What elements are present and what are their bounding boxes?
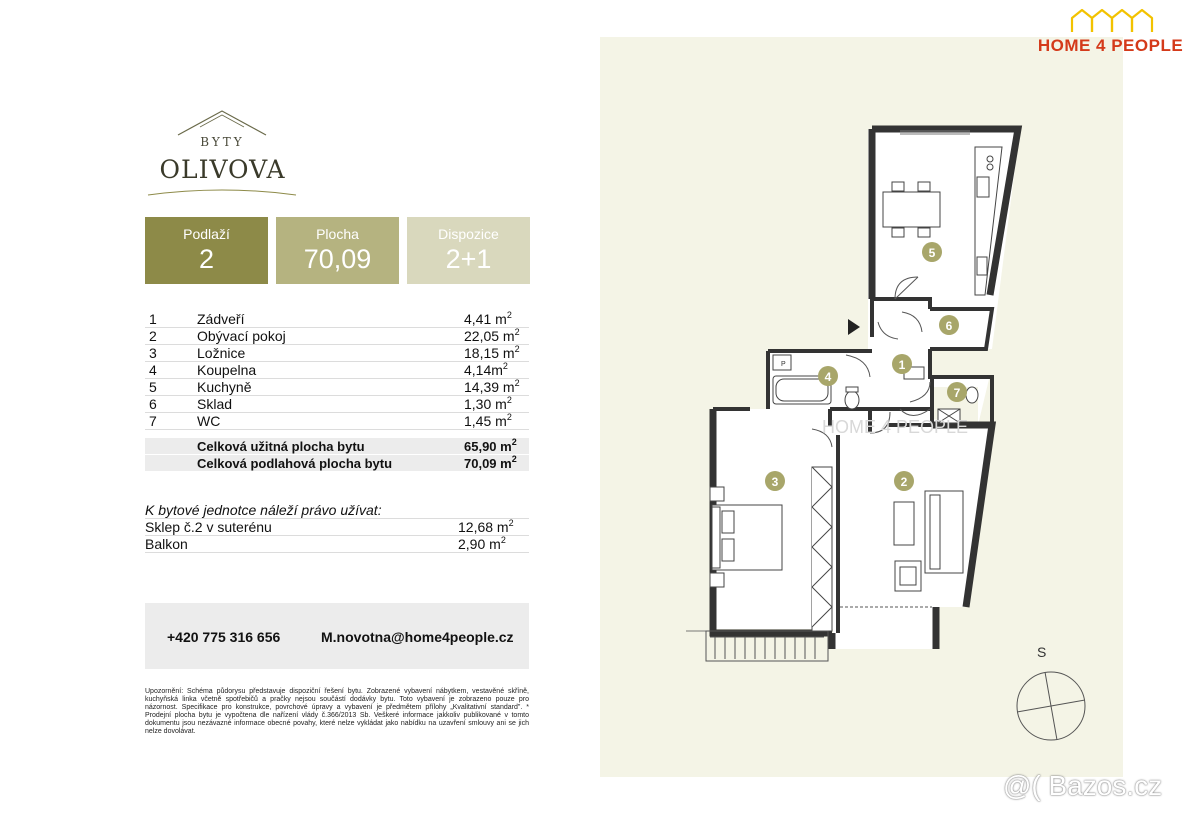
extra-area-unit-exponent: 2 [500, 535, 506, 545]
logo-line1: BYTY [200, 135, 245, 149]
room-area-value: 1,30 m [464, 396, 507, 412]
room-area [464, 345, 520, 362]
room-area-unit-exponent: 2 [514, 327, 520, 337]
room-area-unit-exponent: 2 [506, 412, 512, 422]
room-area-value: 1,45 m [464, 413, 507, 429]
extra-area [458, 536, 506, 553]
room-area [464, 328, 520, 345]
table-row [145, 519, 529, 536]
total-label: Celková podlahová plocha bytu [197, 456, 393, 471]
total-area [464, 455, 517, 472]
room-area-value: 18,15 m [464, 345, 515, 361]
total-area-unit-exponent: 2 [511, 437, 517, 447]
total-usable-area-row [145, 438, 529, 455]
table-row [145, 413, 529, 430]
room-name: Sklad [197, 396, 233, 412]
table-row [145, 328, 529, 345]
room-badge-7 [947, 382, 967, 402]
table-row [145, 362, 529, 379]
room-number: 2 [149, 328, 157, 344]
extra-area-unit-exponent: 2 [508, 518, 514, 528]
room-badge-6 [939, 315, 959, 335]
table-row [145, 311, 529, 328]
stat-layout-label: Dispozice [438, 226, 499, 242]
home4people-logo[interactable] [1028, 6, 1193, 58]
stat-area [276, 217, 399, 284]
room-badge-label: 5 [928, 246, 936, 260]
room-badge-4 [818, 366, 838, 386]
room-area-value: 14,39 m [464, 379, 515, 395]
room-name: Obývací pokoj [197, 328, 286, 344]
room-badge-label: 3 [771, 475, 779, 489]
plan-watermark: HOME 4 PEOPLE [822, 417, 969, 437]
room-area [464, 379, 520, 396]
brand-name: HOME 4 PEOPLE [1037, 36, 1184, 55]
room-area-value: 22,05 m [464, 328, 515, 344]
table-row [145, 536, 529, 553]
extras-table [145, 502, 529, 553]
stat-area-value: 70,09 [303, 244, 372, 274]
compass-north-label: S [1037, 644, 1047, 660]
byty-olivova-logo [140, 105, 305, 205]
stat-layout-value: 2+1 [445, 244, 492, 274]
room-badge-label: 1 [898, 358, 906, 372]
stat-floor-label: Podlaží [183, 226, 230, 242]
total-area [464, 438, 517, 455]
disclaimer-text: Upozornění: Schéma půdorysu představuje dispoziční řešení bytu. Zobrazené vybavení nábytkem, vestavěné skříně, kuchyňská linka včetně spotřebičů a pračky nejsou součástí dodávky bytu. Toto vybavení je zobrazeno pouze pro názornost. Specifikace pro konstrukce, povrchové úpravy a vybavení je předmětem přílohy „Kvalitativní standard". * Prodejní plocha bytu je vypočtena dle nařízení vlády č.366/2013 Sb. Veškeré informace jakkoliv publikované v tomto dokumentu jsou nezávazné informace obecné povahy, které nelze vykládat jako nabídku na uzavření smlouvy ani se jich nelze dovolávat. [145, 688, 529, 735]
extras-title: K bytové jednotce náleží právo užívat: [145, 502, 529, 519]
total-area-unit-exponent: 2 [511, 454, 517, 464]
room-number: 3 [149, 345, 157, 361]
total-area-value: 65,90 m [464, 439, 512, 454]
room-badge-label: 6 [945, 319, 953, 333]
table-row [145, 396, 529, 413]
room-number: 7 [149, 413, 157, 429]
room-area-unit-exponent: 2 [506, 310, 512, 320]
room-area [464, 362, 508, 379]
rooms-table [145, 311, 529, 472]
room-name: WC [197, 413, 221, 429]
total-floor-area-row [145, 455, 529, 472]
extra-area [458, 519, 514, 536]
room-area [464, 311, 512, 328]
room-name: Ložnice [197, 345, 246, 361]
logo-line2: OLIVOVA [159, 155, 286, 184]
room-area [464, 413, 512, 430]
room-number: 6 [149, 396, 157, 412]
room-badge-5 [922, 242, 942, 262]
bazos-watermark: @( Bazos.cz [1003, 770, 1163, 801]
room-badge-label: 7 [953, 386, 961, 400]
compass-icon [1015, 670, 1087, 742]
total-label: Celková užitná plocha bytu [197, 439, 365, 454]
contact-box [145, 603, 529, 669]
stat-floor [145, 217, 268, 284]
room-badge-3 [765, 471, 785, 491]
extra-name: Balkon [145, 536, 188, 552]
floor-plan [600, 37, 1123, 777]
extra-area-value: 12,68 m [458, 519, 509, 535]
room-badge-label: 4 [824, 370, 832, 384]
contact-phone[interactable]: +420 775 316 656 [167, 629, 281, 645]
contact-email[interactable]: M.novotna@home4people.cz [321, 629, 514, 645]
bath-mark: P [781, 361, 786, 368]
room-area-value: 4,14m [464, 362, 503, 378]
stat-area-label: Plocha [316, 226, 359, 242]
room-area-value: 4,41 m [464, 311, 507, 327]
room-number: 4 [149, 362, 157, 378]
room-badge-2 [894, 471, 914, 491]
room-name: Zádveří [197, 311, 245, 327]
room-area-unit-exponent: 2 [514, 344, 520, 354]
stat-layout [407, 217, 530, 284]
table-row [145, 345, 529, 362]
room-name: Koupelna [197, 362, 257, 378]
room-area [464, 396, 512, 413]
houses-icon [1028, 6, 1193, 36]
table-row [145, 379, 529, 396]
room-badge-label: 2 [900, 475, 908, 489]
room-name: Kuchyně [197, 379, 252, 395]
room-area-unit-exponent: 2 [506, 395, 512, 405]
extra-name: Sklep č.2 v suterénu [145, 519, 272, 535]
room-badge-1 [892, 354, 912, 374]
total-area-value: 70,09 m [464, 456, 512, 471]
room-number: 1 [149, 311, 157, 327]
room-area-unit-exponent: 2 [502, 361, 508, 371]
extra-area-value: 2,90 m [458, 536, 501, 552]
stat-floor-value: 2 [198, 244, 215, 274]
room-number: 5 [149, 379, 157, 395]
entrance-arrow-icon [848, 319, 860, 335]
room-area-unit-exponent: 2 [514, 378, 520, 388]
